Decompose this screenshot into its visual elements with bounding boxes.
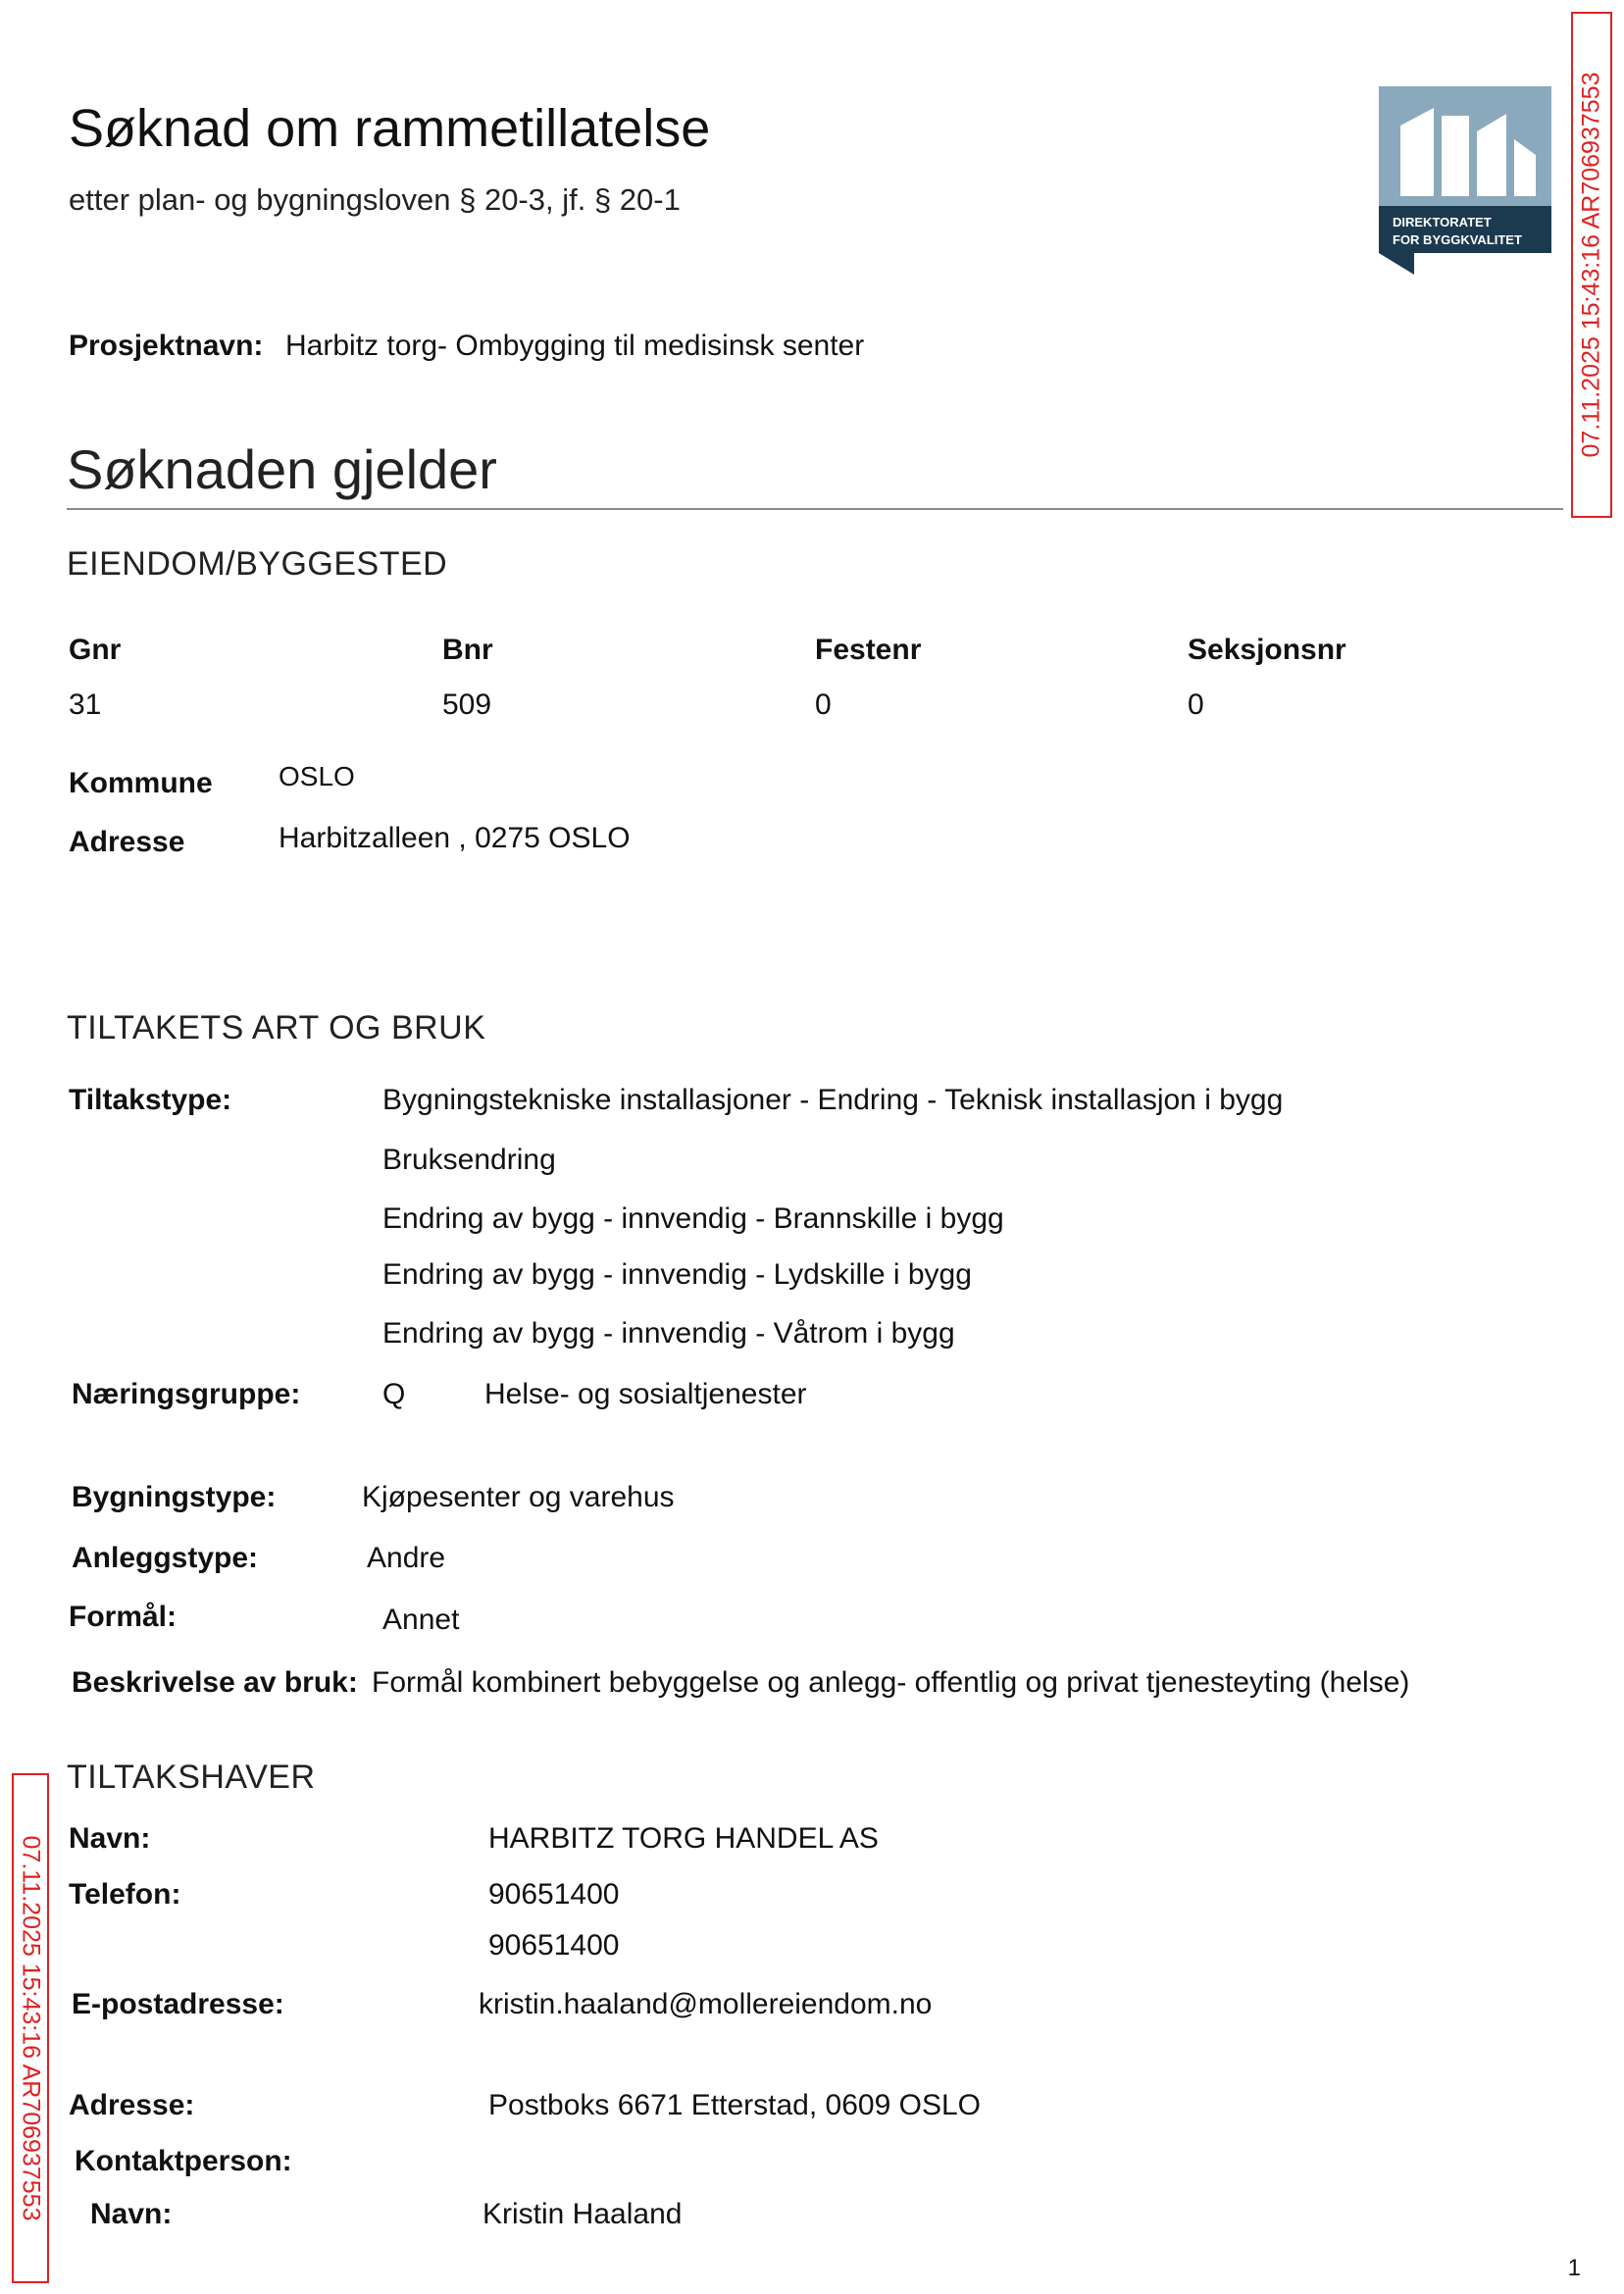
festenr-label: Festenr: [815, 634, 922, 666]
document-title: Søknad om rammetillatelse: [69, 99, 711, 158]
tiltakshaver-adresse-label: Adresse:: [69, 2089, 195, 2121]
gnr-value: 31: [69, 688, 102, 721]
adresse-value: Harbitzalleen , 0275 OSLO: [279, 822, 631, 854]
naeringsgruppe-label: Næringsgruppe:: [72, 1378, 301, 1410]
anleggstype-value: Andre: [367, 1542, 446, 1574]
epost-value: kristin.haaland@mollereiendom.no: [479, 1988, 933, 2020]
tiltakstype-item: Endring av bygg - innvendig - Brannskille i bygg: [382, 1202, 1004, 1235]
logo-graphic: [1379, 86, 1551, 275]
document-subtitle: etter plan- og bygningsloven § 20-3, jf. § 20-1: [69, 182, 681, 217]
logo-text-line1: DIREKTORATET: [1393, 215, 1492, 229]
tiltakstype-item: Bruksendring: [382, 1144, 556, 1176]
gnr-label: Gnr: [69, 634, 122, 666]
telefon-value: 90651400: [488, 1878, 620, 1911]
dibk-logo: [1379, 86, 1551, 275]
beskrivelse-label: Beskrivelse av bruk:: [72, 1666, 358, 1699]
telefon-value: 90651400: [488, 1929, 620, 1962]
logo-text-line2: FOR BYGGKVALITET: [1393, 232, 1522, 247]
naeringsgruppe-code: Q: [382, 1378, 406, 1410]
bnr-label: Bnr: [442, 634, 493, 666]
tiltakshaver-navn-value: HARBITZ TORG HANDEL AS: [488, 1822, 879, 1855]
adresse-label: Adresse: [69, 826, 185, 858]
festenr-value: 0: [815, 688, 832, 721]
kommune-label: Kommune: [69, 767, 213, 799]
kontakt-navn-value: Kristin Haaland: [482, 2198, 683, 2230]
section-divider: [67, 508, 1563, 510]
telefon-label: Telefon:: [69, 1878, 181, 1911]
anleggstype-label: Anleggstype:: [72, 1542, 259, 1574]
epost-label: E-postadresse:: [72, 1988, 284, 2020]
stamp-text-top: 07.11.2025 15:43:16 AR706937553: [1577, 72, 1605, 458]
tiltakstype-item: Endring av bygg - innvendig - Lydskille i bygg: [382, 1258, 972, 1291]
tiltakstype-label: Tiltakstype:: [69, 1084, 232, 1116]
bygningstype-value: Kjøpesenter og varehus: [362, 1481, 675, 1513]
bygningstype-label: Bygningstype:: [72, 1481, 277, 1513]
kontaktperson-label: Kontaktperson:: [75, 2145, 292, 2177]
tiltak-heading: TILTAKETS ART OG BRUK: [67, 1009, 486, 1046]
tiltakshaver-heading: TILTAKSHAVER: [67, 1759, 316, 1796]
project-label: Prosjektnavn:: [69, 330, 264, 362]
naeringsgruppe-value: Helse- og sosialtjenester: [484, 1378, 807, 1410]
bnr-value: 509: [442, 688, 492, 721]
tiltakstype-item: Endring av bygg - innvendig - Våtrom i bygg: [382, 1317, 955, 1350]
tiltakstype-item: Bygningstekniske installasjoner - Endring - Teknisk installasjon i bygg: [382, 1084, 1284, 1116]
page-number: 1: [1567, 2255, 1581, 2281]
formal-value: Annet: [382, 1604, 460, 1636]
project-value: Harbitz torg- Ombygging til medisinsk senter: [285, 330, 865, 362]
tiltakshaver-navn-label: Navn:: [69, 1822, 151, 1855]
section-title: Søknaden gjelder: [67, 438, 497, 500]
beskrivelse-value: Formål kombinert bebyggelse og anlegg- offentlig og privat tjenesteyting (helse): [372, 1666, 1410, 1699]
property-heading: EIENDOM/BYGGESTED: [67, 545, 448, 583]
kontakt-navn-label: Navn:: [90, 2198, 173, 2230]
formal-label: Formål:: [69, 1601, 178, 1633]
seksjonsnr-value: 0: [1188, 688, 1204, 721]
tiltakshaver-adresse-value: Postboks 6671 Etterstad, 0609 OSLO: [488, 2089, 981, 2121]
seksjonsnr-label: Seksjonsnr: [1188, 634, 1346, 666]
stamp-text-left: 07.11.2025 15:43:16 AR706937553: [17, 1835, 45, 2221]
kommune-value: OSLO: [279, 761, 355, 791]
